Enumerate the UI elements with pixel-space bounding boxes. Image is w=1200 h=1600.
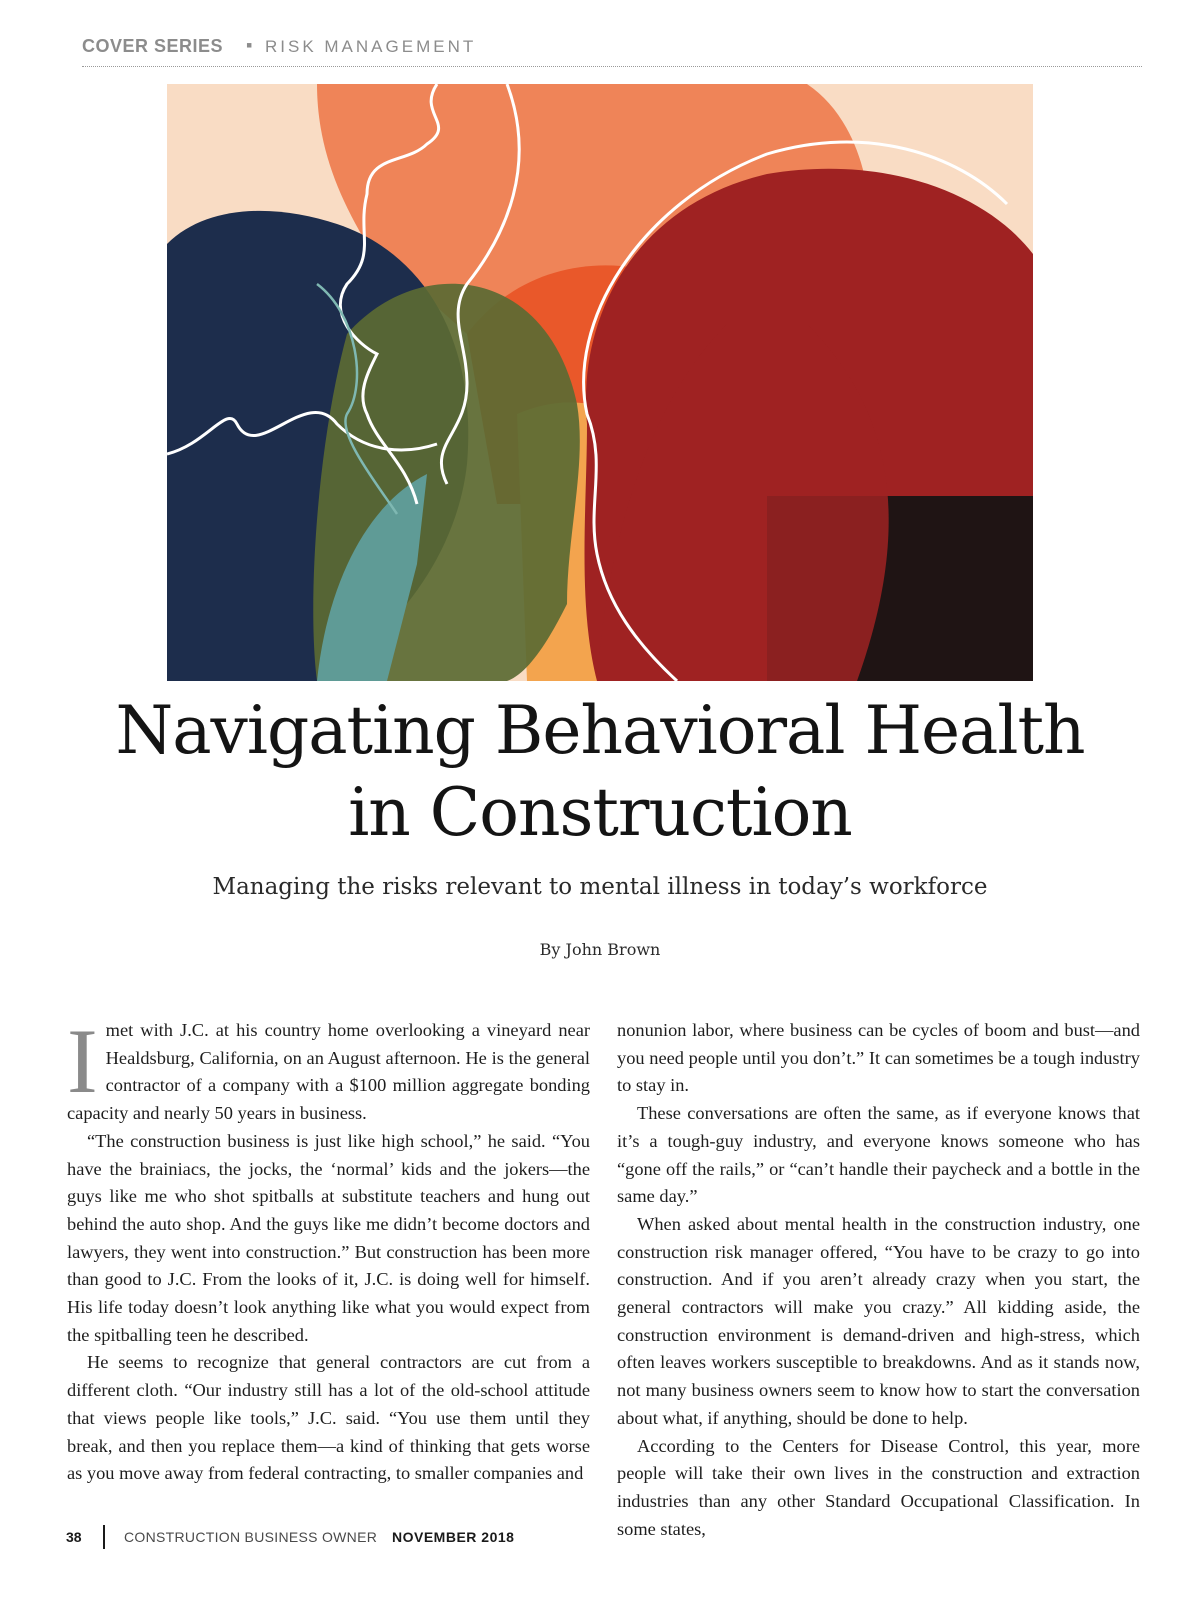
article-subtitle: Managing the risks relevant to mental illness in today’s workforce [212, 874, 988, 900]
article-title [100, 690, 1100, 854]
paragraph: “The construction business is just like high school,” he said. “You have the brainiacs, the jocks, the ‘normal’ kids and the jokers—the guys like me who shot spitballs at substitute teachers and hung out behind the auto shop. And the guys like me didn’t become doctors and lawyers, they went into construction.” But construction has been more than good to J.C. From the looks of it, J.C. is doing well for himself. His life today doesn’t look anything like what you would expect from the spitballing teen he described. [67, 1130, 590, 1345]
paragraph-text: met with J.C. at his country home overlooking a vineyard near Healdsburg, California, on an August afternoon. He is the general contractor of a company with a $100 million aggregate bonding capacity and nearly 50 years in business. [67, 1020, 590, 1124]
footer-divider [103, 1525, 105, 1549]
running-header [82, 36, 1142, 67]
separator-icon: ▪ [246, 35, 253, 55]
paragraph: These conversations are often the same, as if everyone knows that it’s a tough-guy industry, and everyone knows someone who has “gone off the rails,” or “can’t handle their paycheck and a bottle in the same day.” [617, 1103, 1140, 1207]
paragraph [67, 1010, 590, 1128]
paragraph: According to the Centers for Disease Control, this year, more people will take their own lives in the construction and extraction industries than any other Standard Occupational Classification. In some states, [617, 1435, 1140, 1539]
paragraph: He seems to recognize that general contractors are cut from a different cloth. “Our industry still has a lot of the old-school attitude that views people like tools,” J.C. said. “You use them until they break, and then you replace them—a kind of thinking that gets worse as you move away from federal contracting, to smaller companies and [67, 1352, 590, 1484]
body-column-right [617, 1017, 1140, 1543]
byline: By John Brown [539, 940, 661, 959]
page-number: 38 [66, 1529, 82, 1545]
body-column-left [67, 1010, 590, 1488]
magazine-name: CONSTRUCTION BUSINESS OWNER [124, 1529, 378, 1545]
section-label: RISK MANAGEMENT [265, 37, 477, 56]
title-line-2: in Construction [348, 774, 852, 851]
paragraph: nonunion labor, where business can be cycles of boom and bust—and you need people until you don’t.” It can sometimes be a tough industry to stay in. [617, 1020, 1140, 1096]
issue-date: NOVEMBER 2018 [392, 1529, 515, 1545]
title-line-1: Navigating Behavioral Health [115, 692, 1085, 769]
drop-cap: I [67, 1010, 98, 1112]
series-label: COVER SERIES [82, 36, 224, 56]
cover-illustration [167, 84, 1033, 681]
paragraph: When asked about mental health in the construction industry, one construction risk manager offered, “You have to be crazy to go into construction. And if you aren’t already crazy when you start, the general contractors will make you crazy.” All kidding aside, the construction environment is demand-driven and high-stress, which often leaves workers susceptible to breakdowns. And as it stands now, not many business owners seem to know how to start the conversation about what, if anything, should be done to help. [617, 1213, 1140, 1428]
heads-silhouette-illustration [167, 84, 1033, 681]
